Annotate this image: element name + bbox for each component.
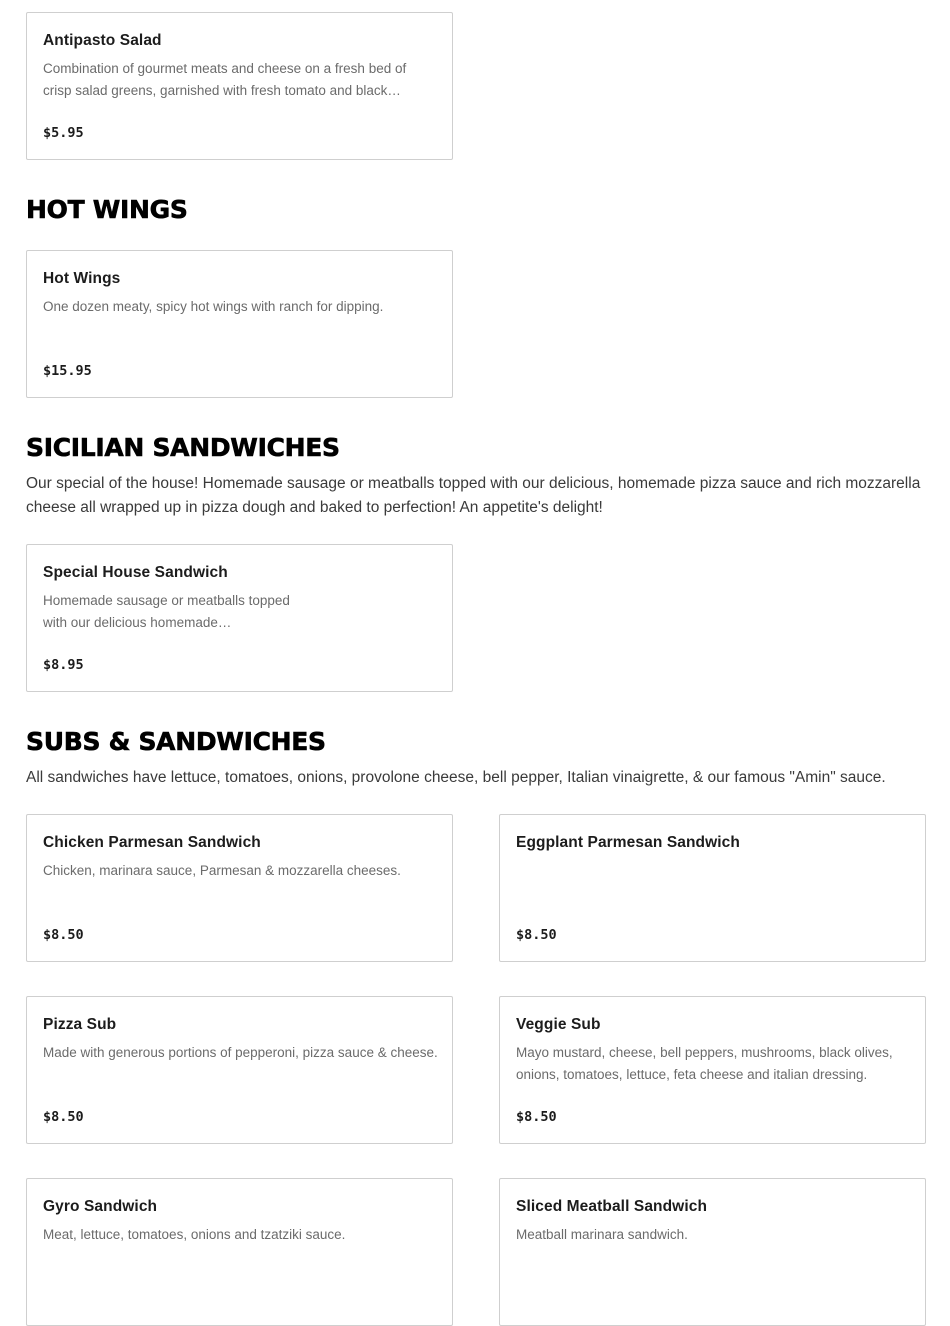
menu-item-name: Special House Sandwich	[43, 564, 228, 581]
menu-item-card[interactable]	[499, 996, 926, 1144]
menu-item-description: Meat, lettuce, tomatoes, onions and tzatziki sauce.	[43, 1227, 346, 1242]
menu-item-card[interactable]	[26, 12, 453, 160]
menu-item-price: $8.50	[43, 1109, 84, 1125]
section-description: Our special of the house! Homemade sausage or meatballs topped with our delicious, homemade pizza sauce and rich mozzarella cheese all wrapped up in pizza dough and baked to perfection! An appetite's delight!	[26, 475, 921, 516]
menu-item-price: $8.50	[516, 927, 557, 943]
menu-item-card[interactable]	[26, 1178, 453, 1326]
menu-item-description: One dozen meaty, spicy hot wings with ranch for dipping.	[43, 299, 384, 314]
menu-item-price: $8.50	[43, 927, 84, 943]
menu-item-card[interactable]	[26, 544, 453, 692]
menu-item-name: Veggie Sub	[516, 1016, 601, 1033]
section-description: All sandwiches have lettuce, tomatoes, onions, provolone cheese, bell pepper, Italian vinaigrette, & our famous "Amin" sauce.	[26, 769, 886, 786]
menu-item-card[interactable]	[499, 814, 926, 962]
menu-item-name: Eggplant Parmesan Sandwich	[516, 834, 740, 851]
menu-item-description: Combination of gourmet meats and cheese on a fresh bed of crisp salad greens, garnished with fresh tomato and black…	[43, 61, 407, 98]
menu-item-description: Made with generous portions of pepperoni, pizza sauce & cheese.	[43, 1045, 438, 1060]
menu-item-name: Hot Wings	[43, 270, 121, 287]
menu-item-card[interactable]	[499, 1178, 926, 1326]
menu-item-name: Gyro Sandwich	[43, 1198, 158, 1215]
menu-item-name: Pizza Sub	[43, 1016, 117, 1033]
section-title-subs-sandwiches: SUBS & SANDWICHES	[26, 727, 326, 756]
menu-item-description: Homemade sausage or meatballs topped with our delicious homemade…	[43, 593, 290, 630]
menu-item-card[interactable]	[26, 814, 453, 962]
section-title-sicilian-sandwiches: SICILIAN SANDWICHES	[26, 433, 340, 462]
menu-item-card[interactable]	[26, 250, 453, 398]
menu-item-price: $15.95	[43, 363, 92, 379]
menu-item-price: $5.95	[43, 125, 84, 141]
menu-item-price: $8.50	[516, 1109, 557, 1125]
menu-item-name: Antipasto Salad	[43, 32, 162, 49]
menu-item-card[interactable]	[26, 996, 453, 1144]
menu-item-name: Chicken Parmesan Sandwich	[43, 834, 261, 851]
menu-item-description: Meatball marinara sandwich.	[516, 1227, 688, 1242]
menu-item-price: $8.95	[43, 657, 84, 673]
menu-item-name: Sliced Meatball Sandwich	[516, 1198, 708, 1215]
menu-item-description: Mayo mustard, cheese, bell peppers, mushrooms, black olives, onions, tomatoes, lettuce, feta cheese and italian dressing.	[516, 1045, 893, 1082]
section-title-hot-wings: HOT WINGS	[26, 195, 188, 224]
menu-item-description: Chicken, marinara sauce, Parmesan & mozzarella cheeses.	[43, 863, 401, 878]
